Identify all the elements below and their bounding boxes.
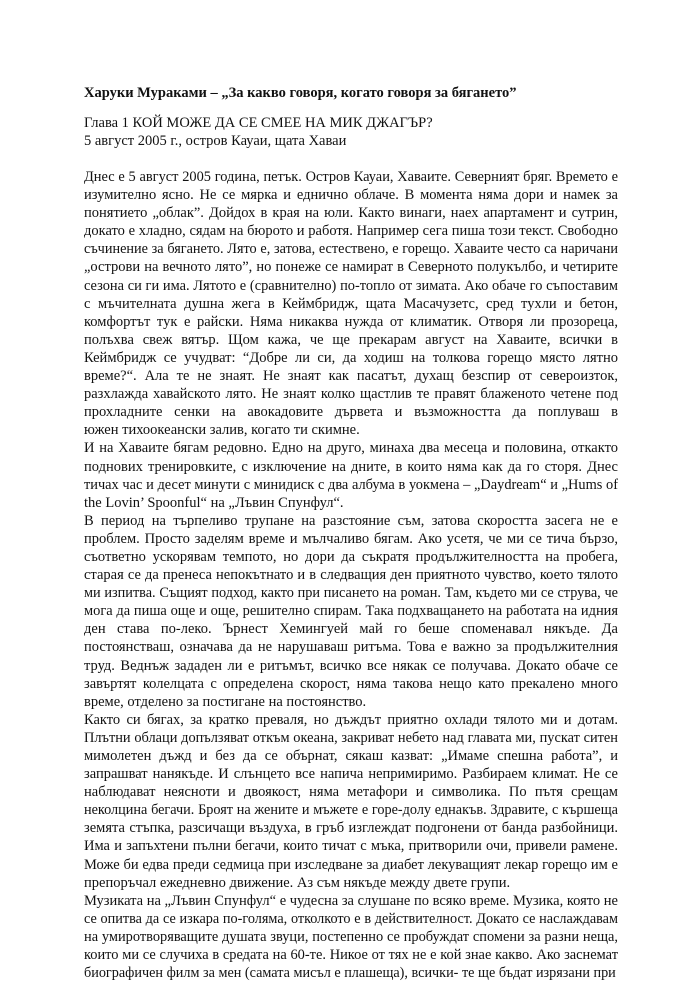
text-line: комфортът тук е райски. Няма никаква нужда от климатик. Отворя ли прозореца, bbox=[84, 313, 618, 330]
text-line: време, отделено за постигане на постоянство. bbox=[84, 693, 367, 710]
text-line: старая се да пренеса непокътнато и в следващия ден приятното чувство, което тялото bbox=[84, 567, 618, 584]
text-line: В период на търпеливо трупане на разстояние съм, затова скоростта засега не е bbox=[84, 512, 618, 529]
text-line: време?“. Ала те не знаят. Не знаят как пасатът, духащ безспир от североизток, bbox=[84, 368, 618, 385]
text-line: мимолетен дъжд и без да се обърнат, сякаш казват: „Имаме спешна работа”, и bbox=[84, 748, 618, 764]
text-line: южен тихоокеански залив, когато ти скимне. bbox=[84, 422, 360, 439]
text-line: ден става по-леко. Ърнест Хемингуей май го беше споменавал някъде. Да bbox=[84, 621, 618, 638]
text-line: Днес е 5 август 2005 година, петък. Остров Кауаи, Хаваите. Северният бряг. Времето е bbox=[84, 169, 618, 185]
text-line: запрашват нанякъде. И слънцето все напича непримиримо. Разбираем климат. Не се bbox=[84, 766, 618, 783]
chapter-heading: Глава 1 КОЙ МОЖЕ ДА СЕ СМЕЕ НА МИК ДЖАГЪР? bbox=[84, 115, 433, 131]
paragraph bbox=[84, 892, 618, 982]
body-text bbox=[84, 168, 618, 982]
paragraph bbox=[84, 512, 618, 711]
text-line: сезона си ги има. Лятото е (сравнително) по-топло от зимата. Ако обаче го съпоставим bbox=[84, 277, 618, 294]
document-page bbox=[84, 84, 618, 982]
text-line: завъртят колелцата с определена скорост, няма такова нещо като прекалено много bbox=[84, 675, 618, 692]
paragraph bbox=[84, 168, 618, 439]
text-line: наблюдават неясноти и двоякост, няма метафори и символика. По пътя срещам bbox=[84, 784, 618, 801]
text-line: the Lovin’ Spoonful“ на „Лъвин Спунфул“. bbox=[84, 494, 344, 511]
paragraph bbox=[84, 439, 618, 511]
text-line: Кеймбридж се учудват: “Добре ли си, да ходиш на толкова горещо място лятно bbox=[84, 349, 618, 366]
text-line: неколцина бегачи. Броят на жените и мъжете е горе-долу еднакъв. Здравите, с кършеща bbox=[84, 802, 618, 819]
text-line: мога да пиша още и още, решително спирам. Така подхващането на работата на идния bbox=[84, 603, 618, 620]
text-line: проблем. Просто заделям време и мълчаливо бягам. Ако усетя, че ми се тича бързо, bbox=[84, 530, 618, 547]
book-title: Харуки Мураками – „За какво говоря, когато говоря за бягането” bbox=[84, 85, 517, 101]
text-line: Музиката на „Лъвин Спунфул“ е чудесна за слушане по всяко време. Музика, която не bbox=[84, 892, 618, 909]
paragraph bbox=[84, 711, 618, 892]
text-line: на умиротворяващите душата звуци, постепенно се пробуждат спомени за разни неща, bbox=[84, 928, 618, 945]
text-line: полъхва свеж вятър. Щом кажа, че ще прекарам август на Хаваите, всички в bbox=[84, 331, 618, 348]
text-line: Плътни облаци допълзяват откъм океана, закриват небето над главата ми, пускат ситен bbox=[84, 729, 618, 746]
text-line: докато е хладно, сядам на бюрото и работя. Например сега пиша този текст. Свободно bbox=[84, 223, 618, 240]
text-line: постоянстваш, означава да не нарушаваш ритъма. Това е важно за продължителния bbox=[84, 639, 618, 656]
text-line: земята стъпка, разсичащи въздуха, в гръб изглеждат подгонени от банда разбойници. bbox=[84, 820, 618, 837]
text-line: Както си бягах, за кратко преваля, но дъждът приятно охлади тялото ми и дотам. bbox=[84, 711, 618, 728]
text-line: се опитва да се изкара по-голяма, отколкото е в действителност. Докато се наслаждавам bbox=[84, 910, 618, 927]
chapter-dateline: 5 август 2005 г., остров Кауаи, щата Хаваи bbox=[84, 132, 347, 149]
chapter-header bbox=[84, 115, 618, 150]
text-line: биографичен филм за мен (самата мисъл е плашеща), всички- те ще бъдат изрязани при bbox=[84, 965, 616, 982]
text-line: труд. Веднъж зададен ли е ритъмът, всичко все някак се получава. Докато обаче се bbox=[84, 657, 618, 674]
text-line: Има и запъхтени пълни бегачи, които тичат с мъка, притворили очи, привели рамене. bbox=[84, 838, 618, 855]
text-line: препоръчал ежедневно движение. Аз съм някъде между двете групи. bbox=[84, 874, 511, 891]
text-line: понятието „облак”. Дойдох в края на юли. Както винаги, наех апартамент и сутрин, bbox=[84, 205, 618, 222]
text-line: съответно ускорявам темпото, но дори да съкратя продължителността на пробега, bbox=[84, 548, 618, 565]
text-line: съчинение за бягането. Лято е, затова, естествено, е горещо. Хаваите често са наричани bbox=[84, 241, 618, 258]
text-line: тичах час и десет минути с минидиск с два албума в уокмена – „Daydream“ и „Hums of bbox=[84, 476, 618, 493]
text-line: „острови на вечното лято”, но понеже се намират в Северното полукълбо, и четирите bbox=[84, 259, 618, 276]
text-line: И на Хаваите бягам редовно. Едно на друго, минаха два месеца и половина, откакто bbox=[84, 440, 618, 457]
text-line: прохладните сенки на авокадовите дървета и възможността да поплуваш в bbox=[84, 404, 618, 421]
text-line: изумително ясно. Не се мярка и еднично облаче. В момента няма дори и намек за bbox=[84, 187, 618, 204]
text-line: които ми се случиха в средата на 60-те. Никое от тях не е кой знае какво. Ако заснемат bbox=[84, 947, 618, 964]
text-line: поднових тренировките, с изключение на дните, в които няма как да го сторя. Днес bbox=[84, 458, 618, 475]
text-line: Може би едва преди седмица при изследване за диабет лекуващият лекар горещо им е bbox=[84, 856, 618, 873]
text-line: с мъчителната душна жега в Кеймбридж, щата Масачузетс, сред тухли и бетон, bbox=[84, 295, 618, 312]
text-line: разхлажда хавайското лято. Не знаят колко щастлив те правят блаженото четене под bbox=[84, 386, 618, 403]
text-line: ми изпитва. Същият подход, както при писането на роман. Там, където ми се струва, че bbox=[84, 585, 618, 602]
